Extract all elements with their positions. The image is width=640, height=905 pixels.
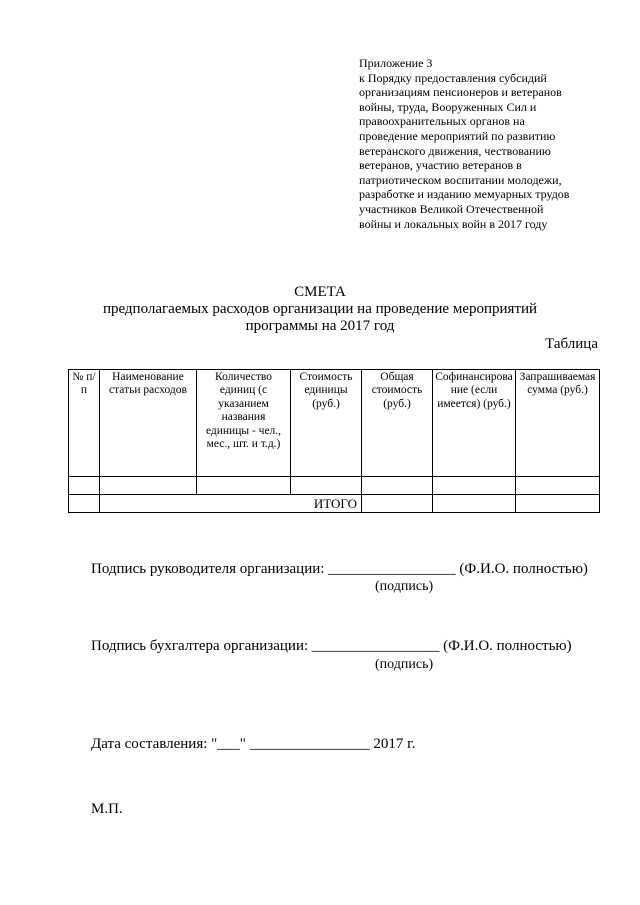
title-subtitle: предполагаемых расходов организации на проведение мероприятий	[102, 301, 538, 317]
col-header-number: № п/п	[69, 370, 100, 477]
total-cell[interactable]	[516, 495, 600, 513]
col-header-total-cost: Общая стоимость (руб.)	[362, 370, 433, 477]
total-cell[interactable]	[362, 495, 433, 513]
accountant-signature-caption: (подпись)	[375, 657, 434, 672]
appendix-line: войны и локальных войн в 2017 году	[359, 216, 548, 231]
table-cell	[69, 495, 100, 513]
total-label: ИТОГО	[100, 495, 362, 513]
appendix-line: к Порядку предоставления субсидий	[359, 70, 547, 85]
head-signature-line: Подпись руководителя организации: _________________ (Ф.И.О. полностью)	[91, 561, 588, 577]
table-header-row	[69, 370, 600, 477]
appendix-line: разработке и изданию мемуарных трудов	[359, 187, 570, 202]
appendix-line: правоохранительных органов на	[359, 114, 525, 129]
col-header-unit-cost: Стоимость единицы (руб.)	[291, 370, 362, 477]
estimate-table	[68, 369, 600, 513]
head-signature-caption: (подпись)	[375, 579, 434, 594]
total-cell[interactable]	[433, 495, 516, 513]
table-total-row	[69, 495, 600, 513]
title-main: СМЕТА	[294, 284, 346, 300]
appendix-line: ветеранского движения, чествованию	[359, 143, 551, 158]
table-cell[interactable]	[516, 477, 600, 495]
appendix-line: патриотическом воспитании молодежи,	[359, 172, 562, 187]
col-header-cofinancing: Софинансирование (если имеется) (руб.)	[433, 370, 516, 477]
table-cell[interactable]	[433, 477, 516, 495]
appendix-line: проведение мероприятий по развитию	[359, 128, 556, 143]
stamp-place: М.П.	[91, 801, 123, 817]
date-line: Дата составления: "___" ________________ 2017 г.	[91, 736, 416, 752]
appendix-line: Приложение 3	[359, 56, 433, 70]
table-label: Таблица	[545, 336, 598, 352]
appendix-line: участников Великой Отечественной	[359, 201, 544, 216]
document-title	[0, 284, 640, 335]
col-header-quantity: Количество единиц (с указанием названия единицы - чел., мес., шт. и т.д.)	[197, 370, 291, 477]
appendix-line: организациям пенсионеров и ветеранов	[359, 85, 562, 100]
appendix-block	[359, 56, 609, 231]
table-row	[69, 477, 600, 495]
accountant-signature-line: Подпись бухгалтера организации: _________________ (Ф.И.О. полностью)	[91, 638, 572, 654]
table-cell[interactable]	[362, 477, 433, 495]
table-cell[interactable]	[197, 477, 291, 495]
table-cell[interactable]	[291, 477, 362, 495]
appendix-line: ветеранов, участию ветеранов в	[359, 158, 522, 173]
col-header-item-name: Наименование статьи расходов	[100, 370, 197, 477]
appendix-line: войны, труда, Вооруженных Сил и	[359, 99, 537, 114]
col-header-requested-sum: Запрашиваемая сумма (руб.)	[516, 370, 600, 477]
title-subtitle-2: программы на 2017 год	[245, 318, 395, 334]
table-cell[interactable]	[69, 477, 100, 495]
table-cell[interactable]	[100, 477, 197, 495]
